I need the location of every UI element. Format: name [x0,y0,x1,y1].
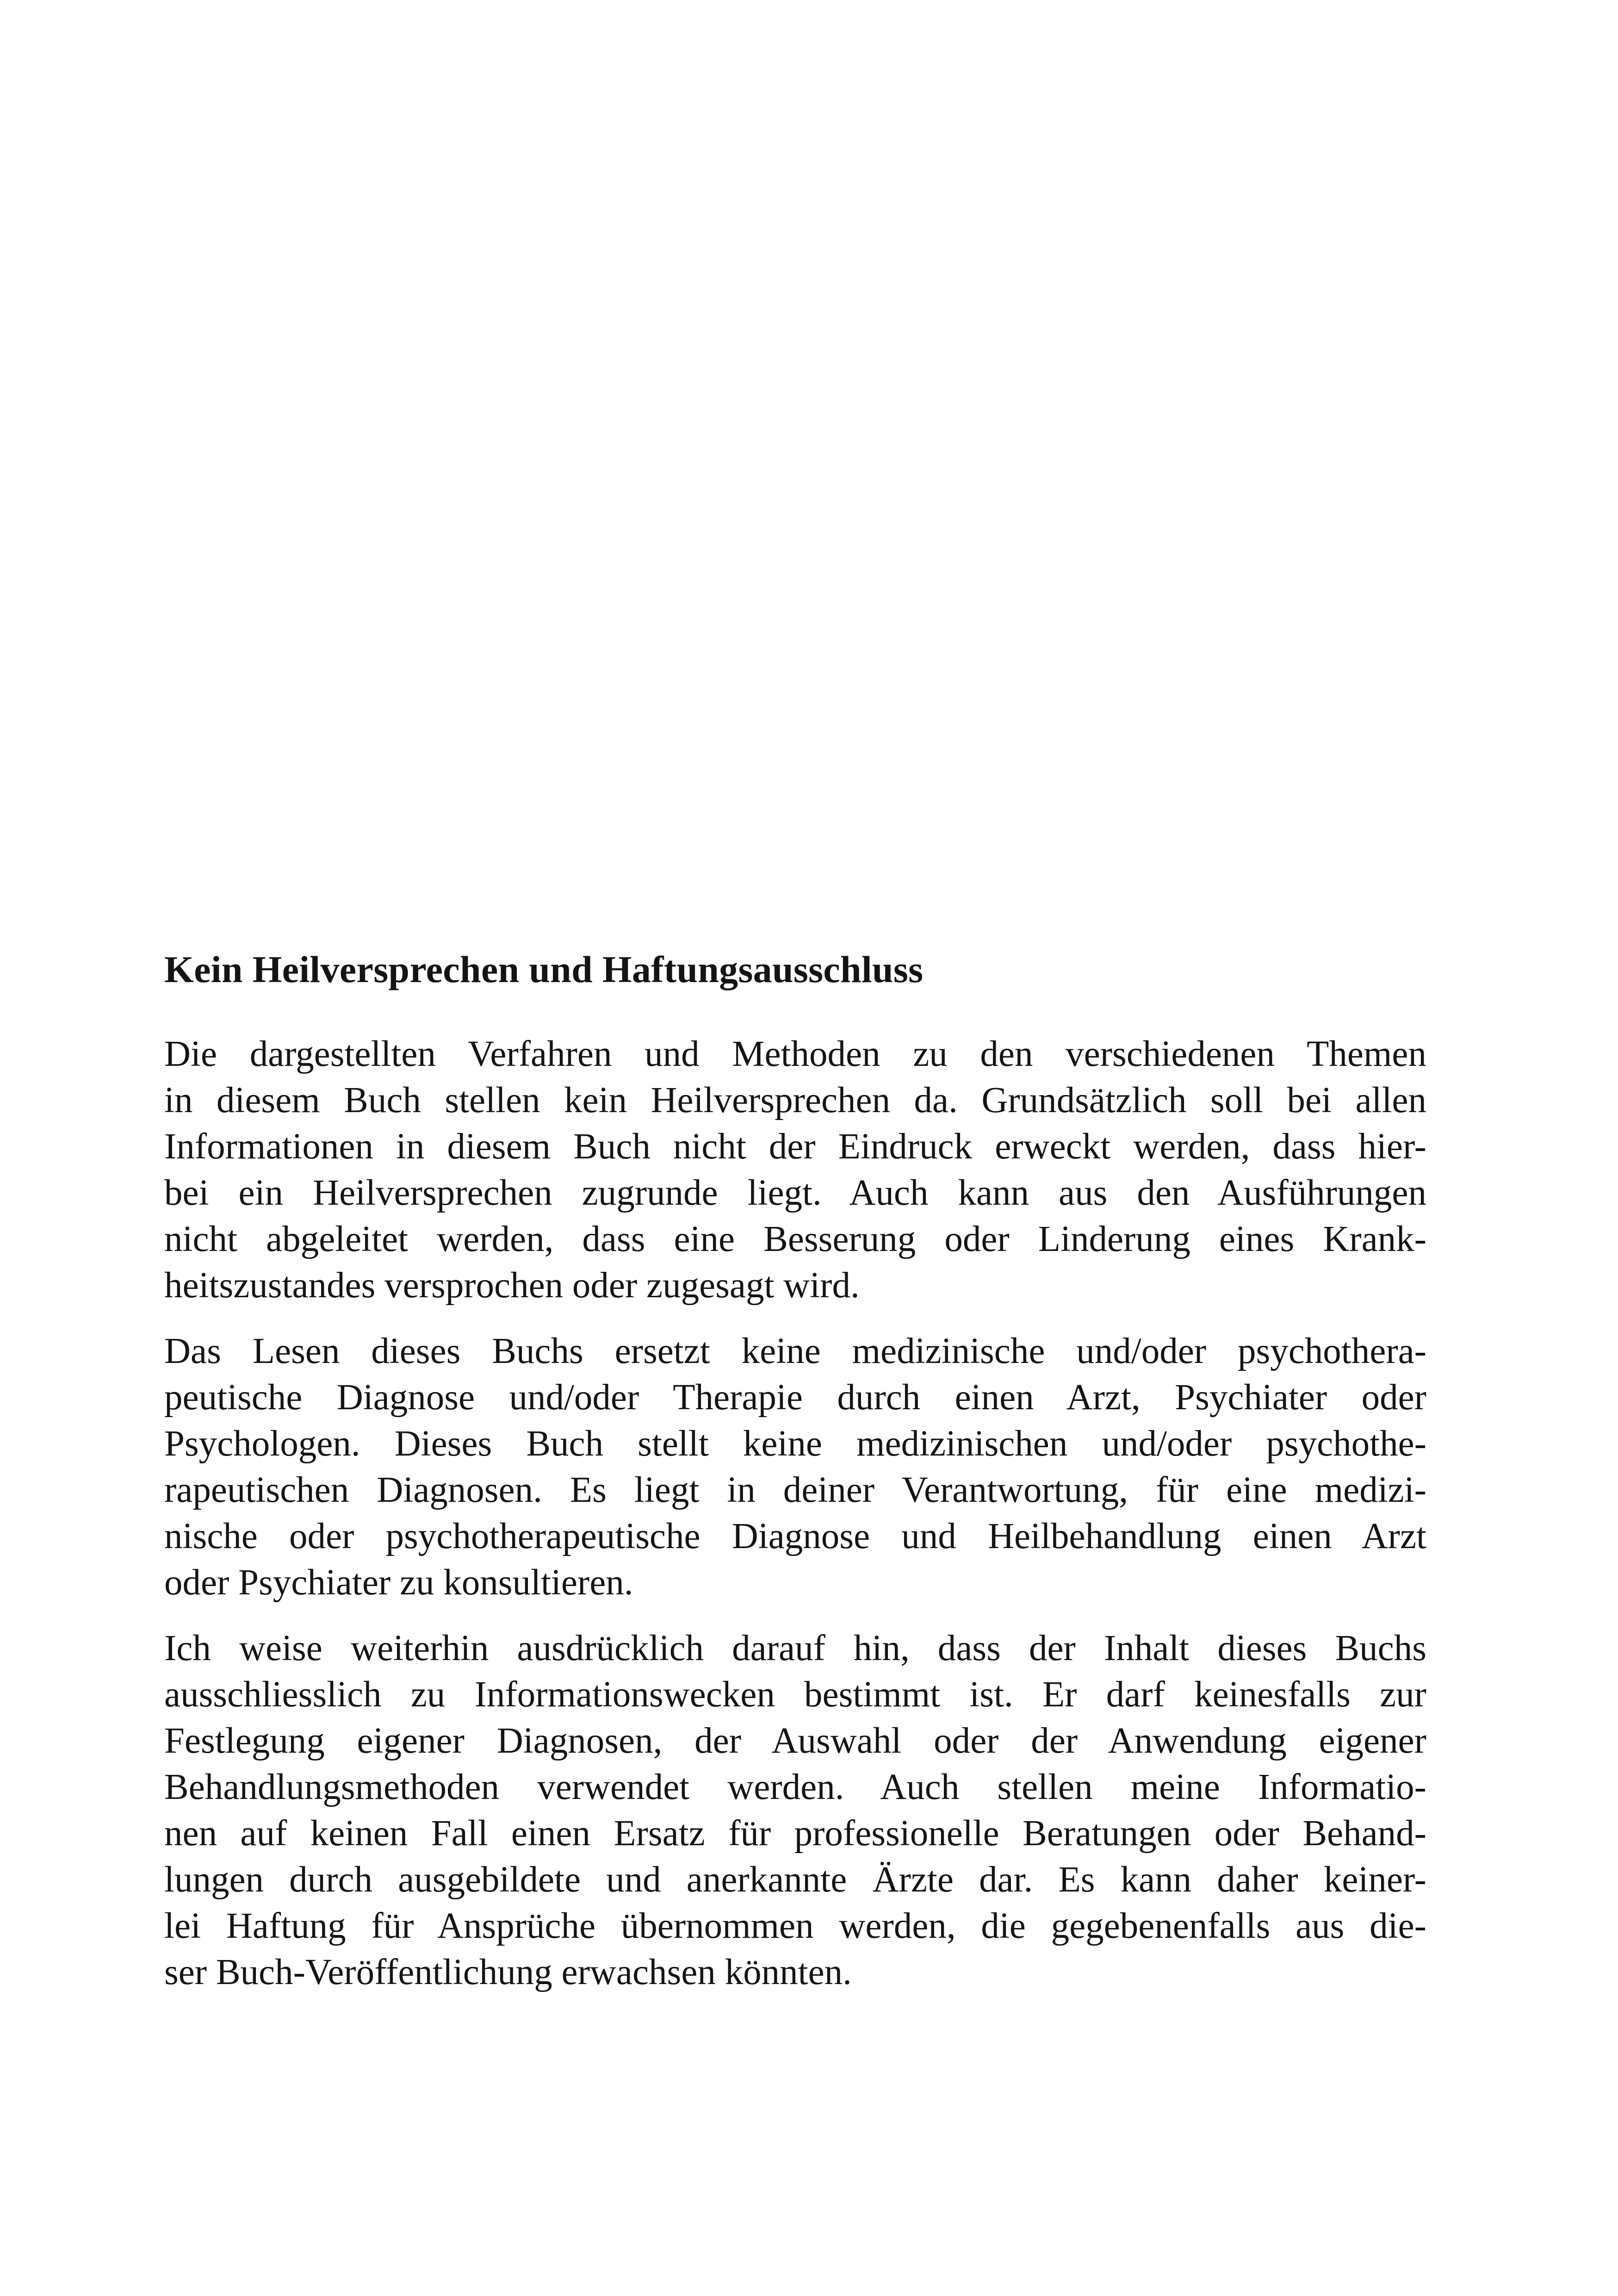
text-line: peutische Diagnose und/oder Therapie durch einen Arzt, Psychiater oder [164,1377,1426,1418]
text-line: lei Haftung für Ansprüche übernommen werden, die gegebenenfalls aus die- [164,1906,1426,1946]
paragraph-liability-exclusion [164,1625,1426,1996]
disclaimer-section [164,944,1426,2015]
text-line: oder Psychiater zu konsultieren. [164,1562,633,1603]
text-line: nische oder psychotherapeutische Diagnose und Heilbehandlung einen Arzt [164,1516,1426,1556]
text-line: Das Lesen dieses Buchs ersetzt keine medizinische und/oder psychothera- [164,1331,1426,1371]
text-line: Psychologen. Dieses Buch stellt keine medizinischen und/oder psychothe- [164,1424,1426,1464]
text-line: nicht abgeleitet werden, dass eine Besserung oder Linderung eines Krank- [164,1219,1426,1259]
text-line: ausschliesslich zu Informationswecken bestimmt ist. Er darf keinesfalls zur [164,1674,1426,1715]
text-line: ser Buch-Veröffentlichung erwachsen könnten. [164,1952,852,1992]
text-line: lungen durch ausgebildete und anerkannte Ärzte dar. Es kann daher keiner- [164,1860,1426,1900]
section-heading: Kein Heilversprechen und Haftungsausschluss [164,948,924,990]
text-line: bei ein Heilversprechen zugrunde liegt. Auch kann aus den Ausführungen [164,1173,1426,1213]
text-line: in diesem Buch stellen kein Heilversprechen da. Grundsätzlich soll bei allen [164,1080,1426,1120]
text-line: nen auf keinen Fall einen Ersatz für professionelle Beratungen oder Behand- [164,1813,1426,1854]
text-line: Informationen in diesem Buch nicht der Eindruck erweckt werden, dass hier- [164,1126,1426,1167]
text-line: rapeutischen Diagnosen. Es liegt in deiner Verantwortung, für eine medizi- [164,1470,1426,1510]
text-line: Die dargestellten Verfahren und Methoden zu den verschiedenen Themen [164,1034,1426,1074]
text-line: Behandlungsmethoden verwendet werden. Auch stellen meine Informatio- [164,1767,1426,1807]
paragraph-no-diagnosis [164,1328,1426,1606]
text-line: Ich weise weiterhin ausdrücklich darauf hin, dass der Inhalt dieses Buchs [164,1628,1426,1668]
text-line: Festlegung eigener Diagnosen, der Auswahl oder der Anwendung eigener [164,1721,1426,1761]
paragraph-no-cure-promise [164,1031,1426,1309]
text-line: heitszustandes versprochen oder zugesagt wird. [164,1265,860,1306]
